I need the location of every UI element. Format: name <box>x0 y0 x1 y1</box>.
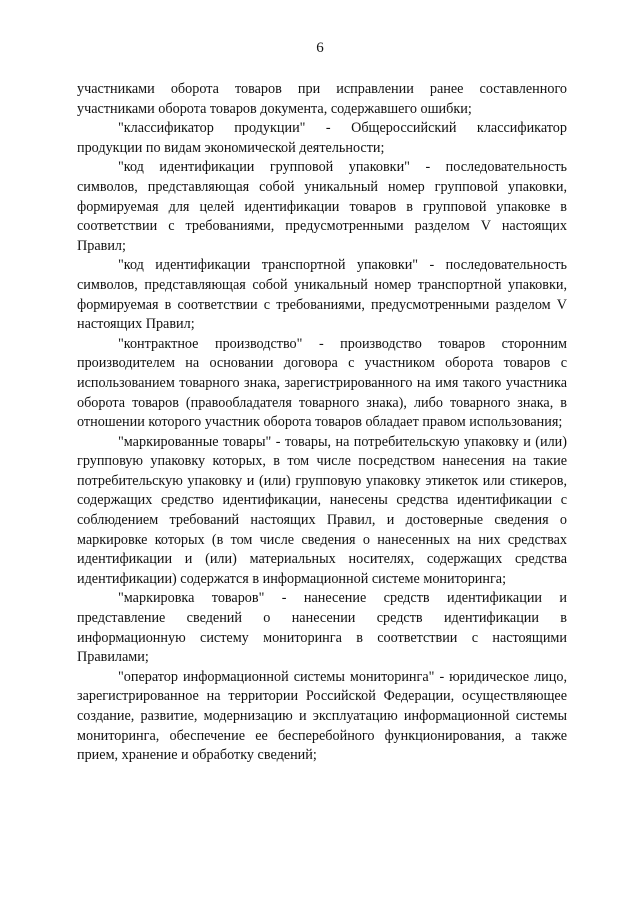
paragraph-continuation: участниками оборота товаров при исправлении ранее составленного участниками оборота товаров документа, содержавшего ошибки; <box>77 81 567 117</box>
definition-transport-package-code: "код идентификации транспортной упаковки" - последовательность символов, представляющая собой уникальный номер транспортной упаковки, формируемая в соответствии с требованиями, предусмотренными разделом V настоящих Правил; <box>77 257 567 333</box>
definition-group-package-code: "код идентификации групповой упаковки" - последовательность символов, представляющая собой уникальный номер групповой упаковки, формируемая для целей идентификации товаров в групповой упаковке в соответствии с требованиями, предусмотренными разделом V настоящих Правил; <box>77 159 567 254</box>
definition-system-operator: "оператор информационной системы мониторинга" - юридическое лицо, зарегистрированное на территории Российской Федерации, осуществляющее создание, развитие, модернизацию и эксплуатацию информационной системы мониторинга, обеспечение ее бесперебойного функционирования, а также прием, хранение и обработку сведений; <box>77 668 567 764</box>
definition-goods-marking: "маркировка товаров" - нанесение средств идентификации и представление сведений о нанесении средств идентификации в информационную систему мониторинга в соответствии с настоящими Правилами; <box>77 590 567 666</box>
page-number: 6 <box>316 40 324 56</box>
document-body <box>77 80 567 766</box>
definition-marked-goods: "маркированные товары" - товары, на потребительскую упаковку и (или) групповую упаковку которых, в том числе посредством нанесения на такие потребительскую упаковку и (или) групповую упаковку этикеток или стикеров, содержащих средство идентификации, нанесены средства идентификации с соблюдением требований настоящих Правил, и достоверные сведения о маркировке которых (в том числе сведения о нанесенных на них средствах идентификации и (или) материальных носителях, содержащих средства идентификации) содержатся в информационной системе мониторинга; <box>77 433 567 587</box>
definition-contract-manufacturing: "контрактное производство" - производство товаров сторонним производителем на основании договора с участником оборота товаров с использованием товарного знака, зарегистрированного на имя такого участника оборота товаров (правообладателя товарного знака), либо товарного знака, в отношении которого участник оборота товаров обладает правом использования; <box>77 335 567 431</box>
definition-product-classifier: "классификатор продукции" - Общероссийский классификатор продукции по видам экономической деятельности; <box>77 120 567 156</box>
